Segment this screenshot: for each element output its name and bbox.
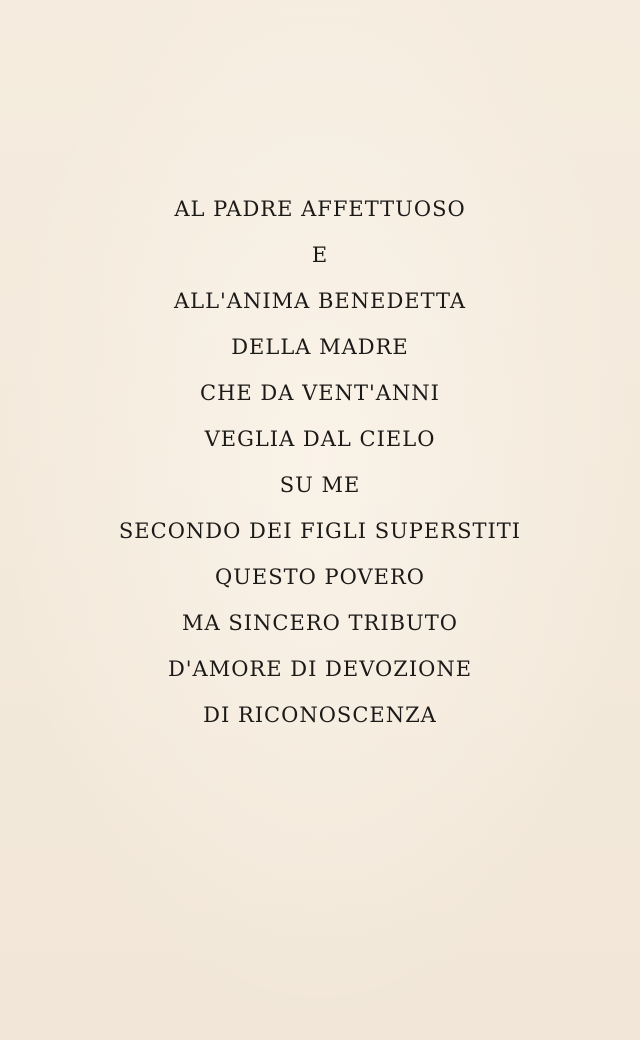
dedication-line: AL PADRE AFFETTUOSO: [174, 197, 466, 221]
dedication-line: VEGLIA DAL CIELO: [204, 427, 436, 451]
dedication-line: MA SINCERO TRIBUTO: [182, 611, 458, 635]
dedication-line: QUESTO POVERO: [214, 565, 426, 589]
dedication-line: SU ME: [279, 473, 361, 497]
dedication-line: E: [311, 243, 329, 267]
dedication-line: CHE DA VENT'ANNI: [200, 381, 440, 405]
dedication-line: SECONDO DEI FIGLI SUPERSTITI: [118, 519, 522, 543]
dedication-line: ALL'ANIMA BENEDETTA: [173, 289, 467, 313]
dedication-line: D'AMORE DI DEVOZIONE: [167, 657, 473, 681]
dedication-text: [0, 186, 640, 738]
dedication-line: DELLA MADRE: [231, 335, 409, 359]
dedication-line: DI RICONOSCENZA: [203, 703, 437, 727]
